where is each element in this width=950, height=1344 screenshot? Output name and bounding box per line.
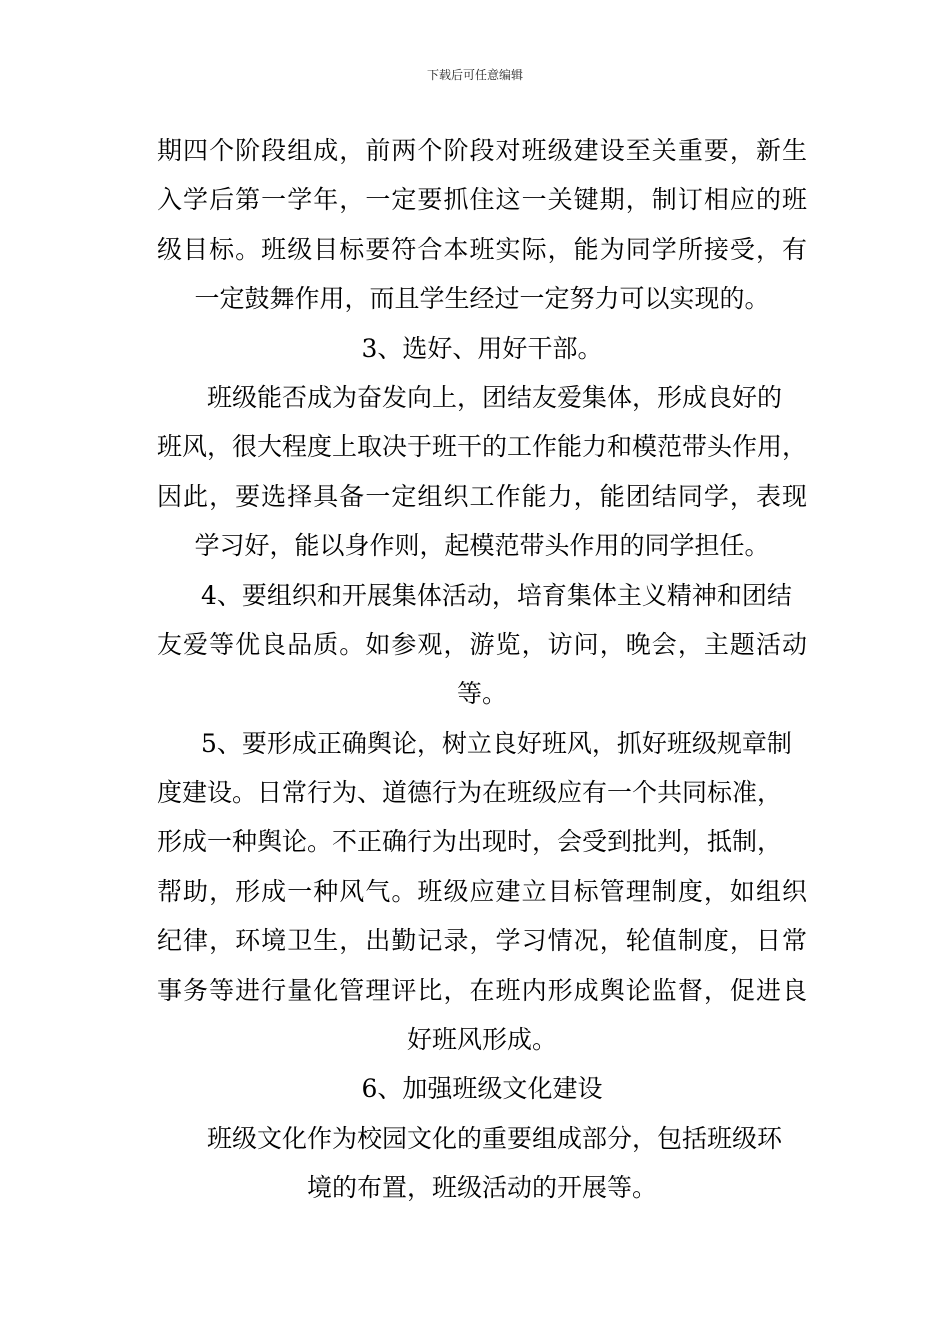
text-line: 纪律，环境卫生，出勤记录，学习情况，轮值制度，日常 xyxy=(157,926,807,956)
text-line: 好班风形成。 xyxy=(406,1025,557,1055)
text-line: 5、要形成正确舆论，树立良好班风，抓好班级规章制 xyxy=(201,728,792,758)
text-line: 班级文化作为校园文化的重要组成部分，包括班级环 xyxy=(207,1123,783,1153)
text-line: 6、加强班级文化建设 xyxy=(361,1074,603,1104)
text-line: 友爱等优良品质。如参观，游览，访问，晚会，主题活动 xyxy=(157,629,807,659)
text-line: 入学后第一学年，一定要抓住这一关键期，制订相应的班 xyxy=(157,185,807,215)
text-line: 班风，很大程度上取决于班干的工作能力和模范带头作用， xyxy=(157,432,808,462)
text-line: 学习好，能以身作则，起模范带头作用的同学担任。 xyxy=(194,531,770,561)
text-line: 班级能否成为奋发向上，团结友爱集体，形成良好的 xyxy=(207,382,783,412)
text-line: 期四个阶段组成，前两个阶段对班级建设至关重要，新生 xyxy=(157,136,807,165)
text-line: 形成一种舆论。不正确行为出现时，会受到批判，抵制， xyxy=(157,827,783,857)
text-line: 3、选好、用好干部。 xyxy=(361,333,603,363)
text-line: 等。 xyxy=(456,679,507,709)
text-line: 境的布置，班级活动的开展等。 xyxy=(306,1173,657,1203)
text-line: 级目标。班级目标要符合本班实际，能为同学所接受，有 xyxy=(157,234,807,264)
text-line: 度建设。日常行为、道德行为在班级应有一个共同标准， xyxy=(157,778,783,808)
text-line: 4、要组织和开展集体活动，培育集体主义精神和团结 xyxy=(201,580,792,610)
text-line: 一定鼓舞作用，而且学生经过一定努力可以实现的。 xyxy=(194,284,770,314)
document-body xyxy=(157,126,807,1213)
text-line: 事务等进行量化管理评比，在班内形成舆论监督，促进良 xyxy=(157,975,807,1005)
text-line: 帮助，形成一种风气。班级应建立目标管理制度，如组织 xyxy=(157,876,807,906)
page-header: 下载后可任意编辑 xyxy=(426,68,523,82)
text-line: 因此，要选择具备一定组织工作能力，能团结同学，表现 xyxy=(157,481,807,511)
